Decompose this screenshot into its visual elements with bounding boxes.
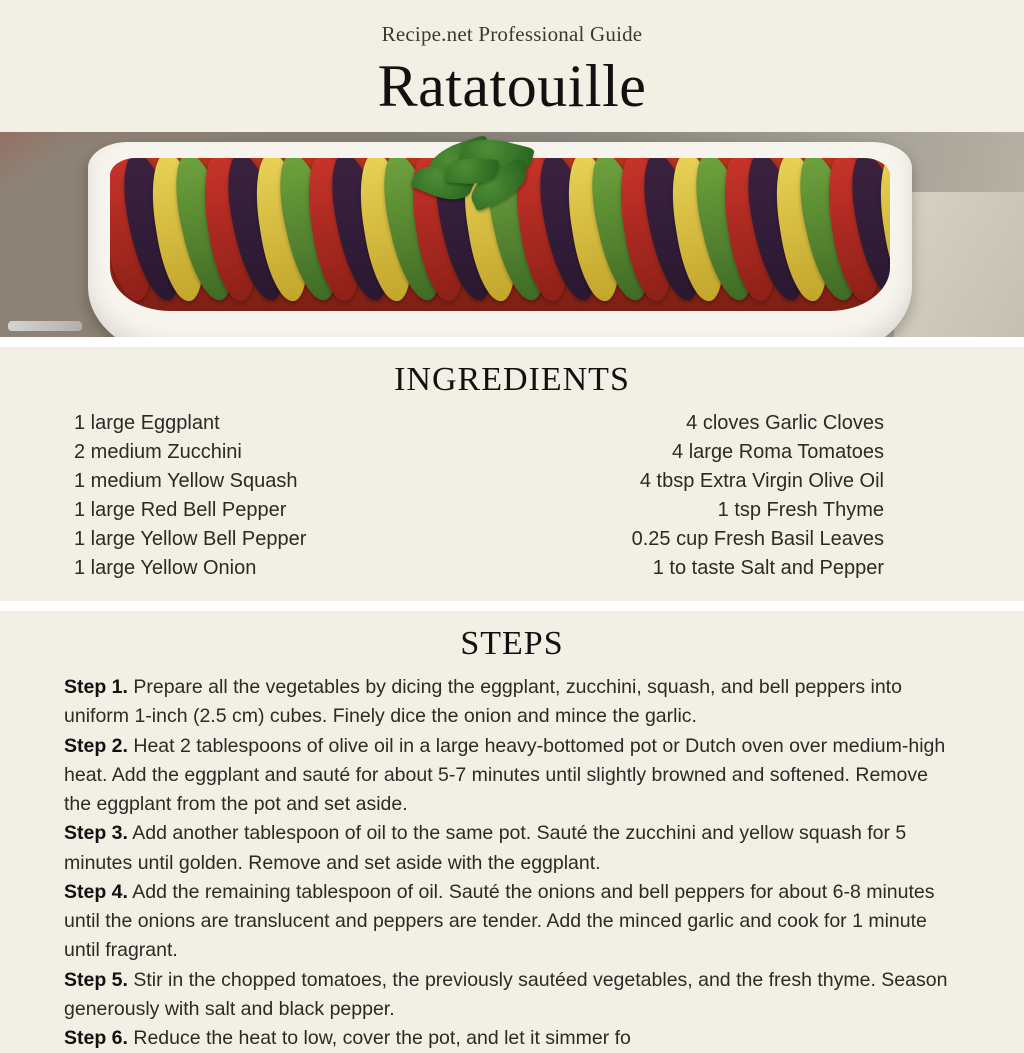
step-text: Stir in the chopped tomatoes, the previously sautéed vegetables, and the fresh thyme. Season generously with salt and black pepper. — [64, 968, 948, 1020]
brand-label: Recipe.net Professional Guide — [381, 22, 643, 46]
ingredients-column-right — [512, 409, 1024, 583]
list-item: 1 large Yellow Onion — [74, 557, 257, 579]
list-item: 1 tsp Fresh Thyme — [717, 499, 884, 521]
list-item: 1 large Eggplant — [74, 412, 220, 434]
list-item: 4 large Roma Tomatoes — [672, 441, 884, 463]
napkin-decor — [894, 192, 1024, 337]
step-text: Add another tablespoon of oil to the same pot. Sauté the zucchini and yellow squash for 5 minutes until golden. Remove and set aside with the eggplant. — [64, 822, 907, 874]
basil-garnish — [396, 138, 556, 218]
step-label: Step 3. — [64, 822, 128, 845]
list-item — [64, 732, 960, 820]
step-label: Step 2. — [64, 734, 128, 757]
list-item — [64, 819, 960, 878]
steps-list — [0, 673, 1024, 1053]
page-title: Ratatouille — [377, 53, 647, 119]
ingredients-section — [0, 347, 1024, 601]
page-header — [0, 0, 1024, 132]
ingredients-heading: INGREDIENTS — [394, 361, 630, 398]
list-item: 4 cloves Garlic Cloves — [686, 412, 884, 434]
list-item — [64, 878, 960, 966]
list-item: 1 large Red Bell Pepper — [74, 499, 287, 521]
list-item: 2 medium Zucchini — [74, 441, 242, 463]
list-item: 0.25 cup Fresh Basil Leaves — [631, 528, 884, 550]
steps-section — [0, 611, 1024, 1053]
list-item — [64, 1024, 960, 1053]
recipe-hero-image — [0, 132, 1024, 337]
list-item — [64, 673, 960, 732]
step-label: Step 5. — [64, 968, 128, 991]
step-text: Reduce the heat to low, cover the pot, and let it simmer fo — [127, 1027, 631, 1049]
ingredients-columns — [0, 409, 1024, 583]
list-item: 1 medium Yellow Squash — [74, 470, 298, 492]
list-item: 4 tbsp Extra Virgin Olive Oil — [639, 470, 884, 492]
section-divider — [0, 601, 1024, 611]
step-text: Heat 2 tablespoons of olive oil in a large heavy-bottomed pot or Dutch oven over medium-high heat. Add the eggplant and sauté for about 5-7 minutes until slightly browned and softened. Remove the eggplant from the pot and set aside. — [64, 734, 946, 815]
ingredients-column-left — [0, 409, 512, 583]
section-divider — [0, 337, 1024, 347]
list-item: 1 large Yellow Bell Pepper — [74, 528, 307, 550]
step-label: Step 6. — [64, 1027, 128, 1049]
step-text: Add the remaining tablespoon of oil. Sauté the onions and bell peppers for about 6-8 minutes until the onions are translucent and peppers are tender. Add the minced garlic and cook for 1 minute until fragrant. — [64, 880, 935, 962]
fork-icon — [8, 321, 82, 331]
steps-heading: STEPS — [460, 625, 564, 662]
step-text: Prepare all the vegetables by dicing the eggplant, zucchini, squash, and bell peppers into uniform 1-inch (2.5 cm) cubes. Finely dice the onion and mince the garlic. — [64, 676, 902, 728]
list-item: 1 to taste Salt and Pepper — [652, 557, 884, 579]
step-label: Step 1. — [64, 676, 128, 698]
step-label: Step 4. — [64, 880, 128, 903]
list-item — [64, 966, 960, 1025]
